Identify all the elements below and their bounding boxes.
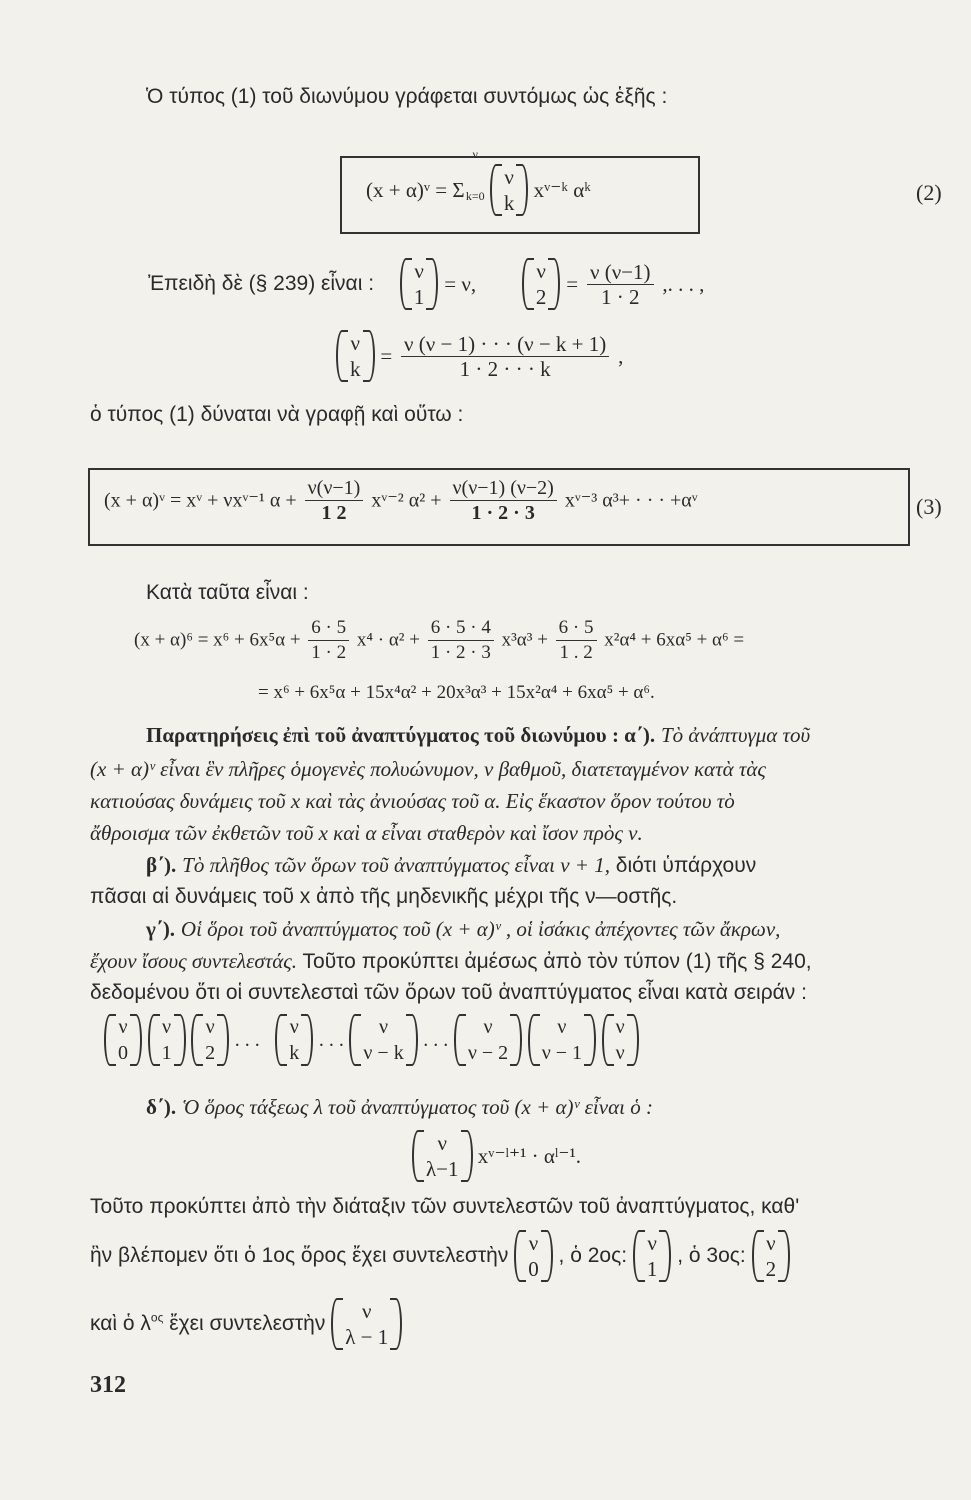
also-written-line: ὁ τύπος (1) δύναται νὰ γραφῇ καὶ οὕτω : [90, 403, 464, 426]
equation-number-3: (3) [916, 494, 942, 519]
binom-k-line: ν k = $\frac{\nu (\nu - 1) \cdot \cdot \cdot (\nu - k + 1)}{1 \cdot 2 \cdot \cdot \cdot k}$ , [336, 330, 623, 382]
formula-2-lhs: (x + α)ᵛ = Σ [366, 178, 465, 202]
example-result: = x⁶ + 6x⁵α + 15x⁴α² + 20x³α³ + 15x²α⁴ + 6xα⁵ + α⁶. [258, 682, 655, 703]
binom-nu-k: ν k [336, 330, 375, 382]
remark-a-line-2: (x + α)ᵛ εἶναι ἓν πλῆρες ὁμογενὲς πολυώνυμον, ν βαθμοῦ, διατεταγμένον κατὰ τὰς [90, 757, 766, 781]
formula-3: (x + α)ᵛ = xᵛ + νxᵛ⁻¹ α + $\frac{\nu(\nu-1)}{1 2}$ xᵛ⁻² α² + $\frac{\nu(\nu-1) (\nu-2)}{1 \cdot 2 \cdot 3}$ xᵛ⁻³ α³+ · · · +αᵛ [104, 477, 698, 524]
since-line: Ἐπειδὴ δὲ (§ 239) εἶναι : ν 1 = ν, ν 2 = $\frac{\nu (\nu-1)}{1 \cdot 2}$ ,. . . , [148, 259, 705, 309]
remark-b-line-1: β΄). Τὸ πλῆθος τῶν ὅρων τοῦ ἀναπτύγματος εἶναι ν + 1, διότι ὑπάρχουν [146, 853, 757, 877]
third-coef: ν 2 [752, 1230, 791, 1282]
first-coef: ν 0 [514, 1230, 553, 1282]
formula-2-rhs: xᵛ⁻ᵏ αᵏ [533, 178, 591, 202]
remark-c-line-3: δεδομένου ὅτι οἱ συντελεσταὶ τῶν ὅρων τοῦ ἀναπτύγματος εἶναι κατὰ σειράν : [90, 981, 807, 1004]
remark-d-line-1: δ΄). Ὁ ὅρος τάξεως λ τοῦ ἀναπτύγματος τοῦ (x + α)ᵛ εἶναι ὁ : [146, 1095, 653, 1119]
accordingly-line: Κατὰ ταῦτα εἶναι : [146, 581, 309, 604]
lambda-coef: ν λ − 1 [331, 1298, 402, 1350]
formula-2 [366, 147, 591, 216]
fraction-nu-2: $\frac{\nu (\nu-1)}{1 \cdot 2}$ [587, 260, 654, 309]
remark-e-line-2: ἣν βλέπομεν ὅτι ὁ 1ος ὅρος ἔχει συντελεστὴν ν 0 , ὁ 2ος: ν 1 , ὁ 3ος: ν 2 [90, 1230, 790, 1282]
coef-nu: ν ν [602, 1014, 639, 1066]
coef-2: ν 2 [191, 1014, 229, 1066]
remark-c-line-1: γ΄). Οἱ ὅροι τοῦ ἀναπτύγματος τοῦ (x + α)ᵛ , οἱ ἰσάκις ἀπέχοντες τῶν ἄκρων, [146, 917, 781, 941]
sum-lower: k=0 [465, 189, 485, 203]
binom-nu-1: ν 1 [400, 258, 439, 310]
remark-d-term: ν λ−1 xᵛ⁻ˡ⁺¹ · αˡ⁻¹. [412, 1130, 581, 1182]
remark-a-line-3: κατιούσας δυνάμεις τοῦ x καὶ τὰς ἀνιούσας τοῦ α. Εἰς ἕκαστον ὅρον τούτου τὸ [90, 789, 735, 813]
page-number: 312 [90, 1372, 126, 1398]
bleed-through [770, 88, 774, 106]
coef-nu-minus-k: ν ν − k [349, 1014, 417, 1066]
sum-upper: ν [472, 147, 478, 161]
remark-e-line-3: καὶ ὁ $\lambda^{o\varsigma}$ ἔχει συντελεστὴν ν λ − 1 [90, 1298, 402, 1350]
example-frac-3: $\frac{6 \cdot 5}{1 . 2}$ [556, 616, 597, 665]
coef-k: ν k [275, 1014, 313, 1066]
coef-nu-minus-1: ν ν − 1 [528, 1014, 596, 1066]
equation-number-2: (2) [916, 180, 942, 205]
binom-nu-lambda-minus-1: ν λ−1 [412, 1130, 473, 1182]
remark-e-line-1: Τοῦτο προκύπτει ἀπὸ τὴν διάταξιν τῶν συντελεστῶν τοῦ ἀναπτύγματος, καθ' [90, 1195, 800, 1218]
formula-2-binom: ν k [490, 164, 529, 216]
binom-nu-2: ν 2 [522, 258, 561, 310]
example-expansion: (x + α)⁶ = x⁶ + 6x⁵α + $\frac{6 \cdot 5}{1 \cdot 2}$ x⁴ · α² + $\frac{6 \cdot 5 \cdot 4}{1 \cdot 2 \cdot 3}$ x³α³ + $\frac{6 \cdot 5}{1 . 2}$ x²α⁴ + 6xα⁵ + α⁶ = [134, 617, 745, 663]
remark-a-line-4: ἄθροισμα τῶν ἐκθετῶν τοῦ x καὶ α εἶναι σταθερὸν καὶ ἴσον πρὸς ν. [90, 821, 643, 845]
coef-0: ν 0 [104, 1014, 142, 1066]
remark-b-line-2: πᾶσαι αἱ δυνάμεις τοῦ x ἀπὸ τῆς μηδενικῆς μέχρι τῆς ν—οστῆς. [90, 885, 678, 908]
coef-nu-minus-2: ν ν − 2 [454, 1014, 522, 1066]
example-frac-2: $\frac{6 \cdot 5 \cdot 4}{1 \cdot 2 \cdot 3}$ [428, 616, 494, 665]
remarks-heading-line: Παρατηρήσεις ἐπὶ τοῦ ἀναπτύγματος τοῦ διωνύμου : α΄). Τὸ ἀνάπτυγμα τοῦ [146, 723, 811, 747]
formula-3-frac-2: $\frac{\nu(\nu-1) (\nu-2)}{1 \cdot 2 \cdot 3}$ [450, 476, 557, 525]
example-frac-1: $\frac{6 \cdot 5}{1 \cdot 2}$ [308, 616, 349, 665]
coefficient-sequence: ν 0 ν 1 ν 2 . . . ν k . . . ν ν − k . . . ν ν − 2 ν ν − 1 ν ν [104, 1014, 639, 1066]
formula-3-frac-1: $\frac{\nu(\nu-1)}{1 2}$ [305, 476, 364, 525]
second-coef: ν 1 [633, 1230, 672, 1282]
fraction-nu-k: $\frac{\nu (\nu - 1) \cdot \cdot \cdot (\nu - k + 1)}{1 \cdot 2 \cdot \cdot \cdot k}$ [401, 332, 609, 381]
coef-1: ν 1 [148, 1014, 186, 1066]
intro-line: Ὁ τύπος (1) τοῦ διωνύμου γράφεται συντόμως ὡς ἑξῆς : [146, 85, 668, 108]
remark-c-line-2: ἔχουν ἴσους συντελεστάς. Τοῦτο προκύπτει ἀμέσως ἀπὸ τὸν τύπον (1) τῆς § 240, [90, 949, 812, 973]
